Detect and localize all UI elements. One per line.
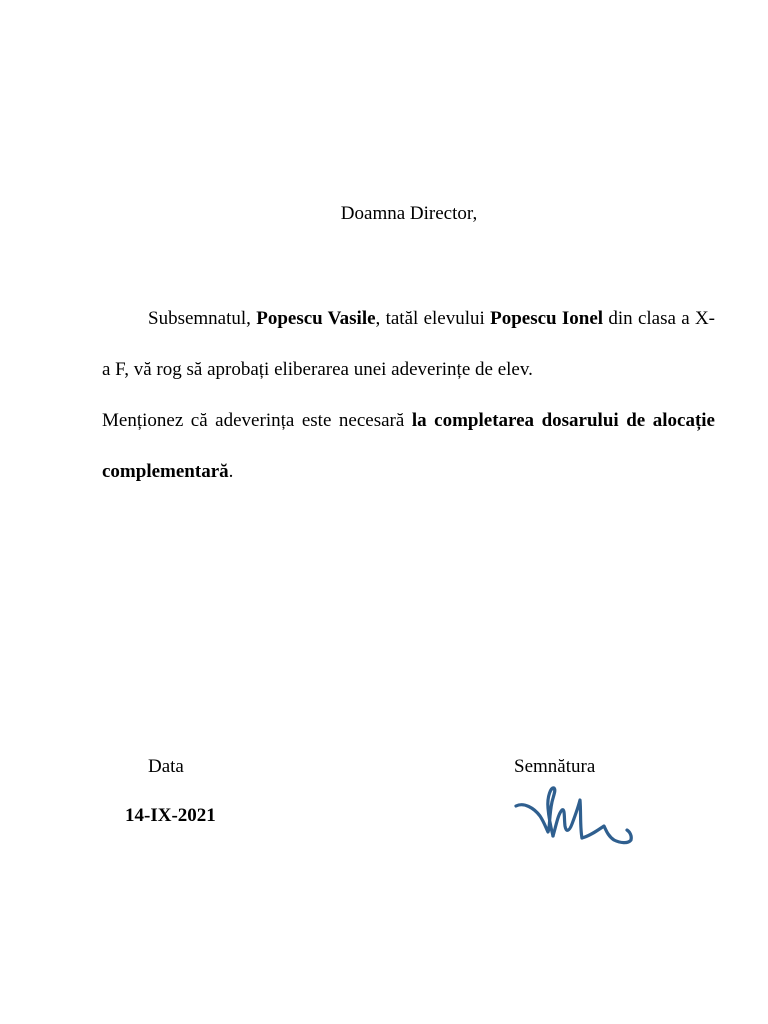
- request-text-3: din clasa a X-a F, vă rog să aprobați eliberarea unei adeverințe de elev.: [102, 308, 715, 380]
- student-name: Popescu Ionel: [490, 308, 604, 329]
- purpose-paragraph: [102, 395, 715, 497]
- request-paragraph: [102, 293, 715, 395]
- request-text-1: Subsemnatul,: [148, 308, 257, 329]
- purpose-text-2: .: [228, 461, 234, 482]
- request-text-2: , tatăl elevului: [375, 308, 491, 329]
- signature-label: Semnătura: [514, 756, 596, 777]
- handwritten-signature: [510, 780, 635, 852]
- purpose-text-1: Menționez că adeverința este necesară: [102, 410, 412, 431]
- salutation: Doamna Director,: [340, 203, 478, 224]
- parent-name: Popescu Vasile: [256, 308, 376, 329]
- purpose-emphasis: la completarea dosarului de alocație complementară: [102, 410, 715, 482]
- request-body: [102, 293, 715, 497]
- date-label: Data: [148, 756, 184, 777]
- date-value: 14-IX-2021: [125, 805, 216, 826]
